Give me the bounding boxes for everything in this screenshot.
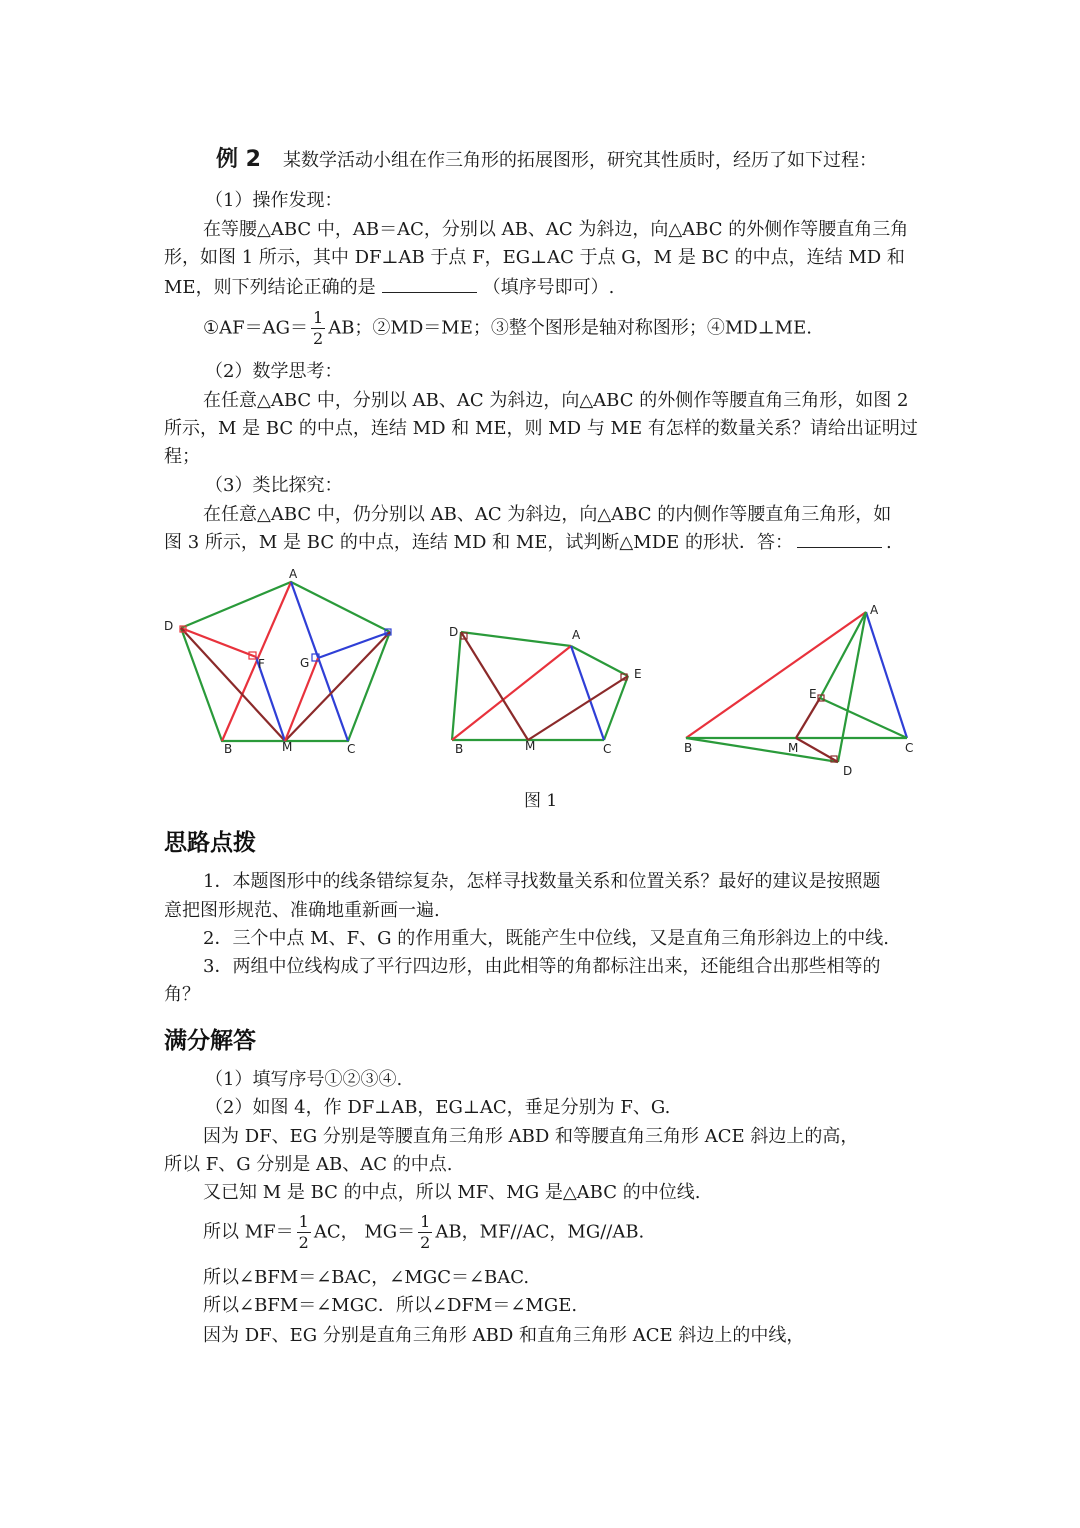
example-intro: 某数学活动小组在作三角形的拓展图形，研究其性质时，经历了如下过程： [282, 150, 877, 171]
part3-line2 [164, 531, 892, 555]
fig1-line-EM [285, 632, 390, 741]
hints-heading: 思路点拨 [164, 830, 256, 856]
part1-options-pre: ①AF＝AG＝ [203, 317, 309, 339]
fig2-label-A: A [572, 628, 581, 642]
fig2-label-D: D [449, 625, 459, 639]
fig1-label-G: G [300, 656, 310, 670]
fig3-label-E: E [809, 687, 817, 701]
figure-caption: 图 1 [524, 791, 558, 811]
solution-line7: 所以∠BFM＝∠BAC，∠MGC＝∠BAC. [203, 1267, 530, 1288]
fig2-line-DB [452, 632, 461, 740]
solution-line6-post: AB，MF//AC，MG//AB. [435, 1221, 645, 1243]
figure-1a [180, 582, 391, 741]
fig3-line-EC [820, 698, 907, 738]
solution-line4: 所以 F、G 分别是 AB、AC 的中点. [164, 1154, 453, 1175]
fig3-label-M: M [788, 741, 799, 755]
fig1-label-A: A [289, 567, 298, 581]
figure-1c [686, 612, 907, 762]
fig1-line-DBCE [181, 628, 390, 741]
fig1-line-EG [318, 632, 390, 658]
solution-heading: 满分解答 [164, 1028, 256, 1054]
fig2-label-E: E [634, 667, 642, 681]
fraction-denominator: 2 [420, 1233, 431, 1252]
part1-line1: 在等腰△ABC 中，AB＝AC，分别以 AB、AC 为斜边，向△ABC 的外侧作等腰直角三角 [203, 219, 909, 240]
fig1-line-GM [285, 658, 318, 741]
fig3-line-AB [686, 612, 866, 738]
solution-line9: 因为 DF、EG 分别是直角三角形 ABD 和直角三角形 ACE 斜边上的中线， [203, 1325, 805, 1346]
fraction-numerator: 1 [298, 1212, 309, 1231]
fraction-half-ac [297, 1212, 311, 1253]
fig1-line-DAE [181, 582, 390, 632]
solution-line6-mid: AC， MG＝ [313, 1221, 416, 1243]
solution-line6-pre: 所以 MF＝ [203, 1221, 294, 1243]
answer-blank-2 [797, 531, 882, 548]
part2-line3: 程； [164, 446, 200, 467]
fig3-label-B: B [684, 741, 693, 755]
figure-1b [452, 632, 628, 740]
fraction-half [311, 308, 325, 349]
part1-title: （1）操作发现： [205, 190, 343, 211]
fig2-label-C: C [603, 742, 612, 756]
hint-3-line1: 3．两组中位线构成了平行四边形，由此相等的角都标注出来，还能组合出那些相等的 [203, 956, 881, 977]
fraction-denominator: 2 [298, 1233, 309, 1252]
hint-1-line1: 1．本题图形中的线条错综复杂，怎样寻找数量关系和位置关系？最好的建议是按照题 [203, 871, 881, 892]
hint-2: 2．三个中点 M、F、G 的作用重大，既能产生中位线，又是直角三角形斜边上的中线. [203, 928, 889, 949]
fig3-label-D: D [843, 764, 853, 778]
fig2-line-DA [461, 632, 571, 646]
fig1-label-C: C [347, 742, 356, 756]
part3-line2-tail: . [886, 532, 892, 553]
fig3-label-A: A [870, 603, 879, 617]
hint-1-line2: 意把图形规范、准确地重新画一遍. [164, 900, 440, 921]
fraction-numerator: 1 [420, 1212, 431, 1231]
fraction-denominator: 2 [313, 329, 324, 348]
part1-line2: 形，如图 1 所示，其中 DF⊥AB 于点 F，EG⊥AC 于点 G，M 是 BC 的中点，连结 MD 和 [164, 247, 905, 268]
solution-line6 [203, 1212, 644, 1253]
fig1-line-DM [181, 628, 285, 741]
part1-options [203, 308, 812, 349]
solution-line1: （1）填写序号①②③④. [205, 1069, 403, 1090]
part3-line2-text: 图 3 所示，M 是 BC 的中点，连结 MD 和 ME，试判断△MDE 的形状．答： [164, 532, 793, 553]
part2-title: （2）数学思考： [205, 361, 343, 382]
fig2-label-M: M [525, 739, 536, 753]
part3-line1: 在任意△ABC 中，仍分别以 AB、AC 为斜边，向△ABC 的内侧作等腰直角三角形，如 [203, 504, 892, 525]
part2-line2: 所示，M 是 BC 的中点，连结 MD 和 ME，则 MD 与 ME 有怎样的数量关系？请给出证明过 [164, 418, 918, 439]
fig1-label-M: M [282, 740, 293, 754]
fig2-line-AB [452, 646, 571, 740]
fig1-line-DF [181, 628, 256, 657]
part2-line1: 在任意△ABC 中，分别以 AB、AC 为斜边，向△ABC 的外侧作等腰直角三角形，如图 2 [203, 390, 909, 411]
hint-3-line2: 角？ [164, 984, 200, 1005]
fig3-line-AE [820, 612, 866, 698]
part1-line3-tail: （填序号即可）. [482, 277, 615, 298]
example-label: 例 2 [216, 147, 261, 172]
fig1-label-D: D [164, 619, 174, 633]
solution-line5: 又已知 M 是 BC 的中点，所以 MF、MG 是△ABC 的中位线. [203, 1182, 701, 1203]
solution-line2: （2）如图 4，作 DF⊥AB，EG⊥AC，垂足分别为 F、G. [205, 1097, 671, 1118]
fig2-line-EM [528, 676, 628, 740]
fig1-label-F: F [258, 657, 265, 671]
fig1-label-B: B [224, 742, 233, 756]
part1-options-post: AB；②MD＝ME；③整个图形是轴对称图形；④MD⊥ME. [328, 317, 812, 339]
part1-line3-text: ME，则下列结论正确的是 [164, 277, 376, 298]
fraction-half-ab [418, 1212, 432, 1253]
answer-blank-1 [382, 276, 477, 293]
fig3-label-C: C [905, 741, 914, 755]
fig3-line-ME [796, 698, 820, 738]
solution-line3: 因为 DF、EG 分别是等腰直角三角形 ABD 和等腰直角三角形 ACE 斜边上的高， [203, 1126, 859, 1147]
figure-1 [0, 560, 1080, 785]
fig3-line-AC [866, 612, 907, 738]
example-header [216, 148, 877, 173]
fig2-label-B: B [455, 742, 464, 756]
solution-line8: 所以∠BFM＝∠MGC．所以∠DFM＝∠MGE. [203, 1295, 578, 1316]
fig2-line-EC [604, 676, 628, 740]
part3-title: （3）类比探究： [205, 475, 343, 496]
fig3-line-AD [838, 612, 866, 762]
fraction-numerator: 1 [313, 308, 324, 327]
part1-line3 [164, 276, 614, 300]
